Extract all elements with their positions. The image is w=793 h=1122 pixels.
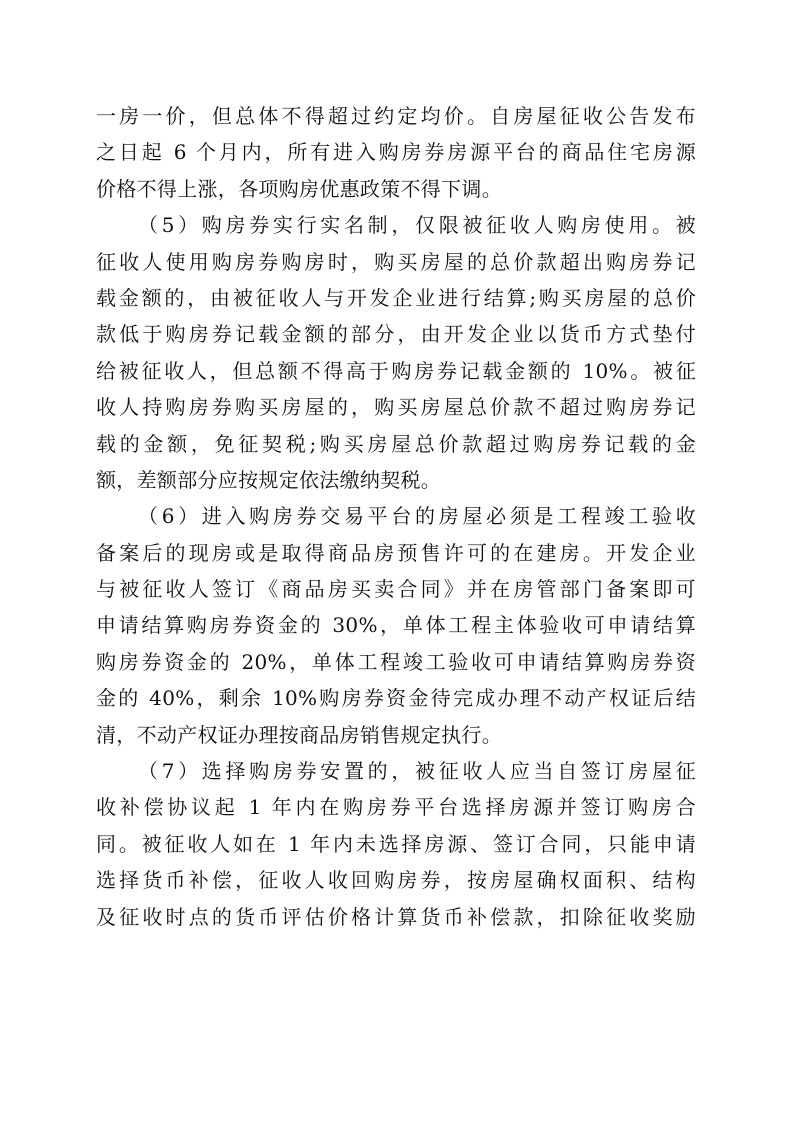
text-line: 及征收时点的货币评估价格计算货币补偿款，扣除征收奖励: [96, 904, 696, 929]
text-line: 额，差额部分应按规定依法缴纳契税。: [96, 467, 442, 492]
text-line: 款低于购房券记载金额的部分，由开发企业以货币方式垫付: [96, 322, 696, 347]
text-line: 同。被征收人如在 1 年内未选择房源、签订合同，只能申请: [96, 831, 696, 856]
text-line: 购房券资金的 20%，单体工程竣工验收可申请结算购房券资: [96, 649, 696, 674]
text-line: 与被征收人签订《商品房买卖合同》并在房管部门备案即可: [96, 577, 696, 602]
text-line: 备案后的现房或是取得商品房预售许可的在建房。开发企业: [96, 540, 696, 565]
text-line: 之日起 6 个月内，所有进入购房券房源平台的商品住宅房源: [96, 140, 696, 165]
text-line: 征收人使用购房券购房时，购买房屋的总价款超出购房券记: [96, 249, 696, 274]
text-line: 载的金额，免征契税;购买房屋总价款超过购房券记载的金: [96, 431, 696, 456]
text-line: 载金额的，由被征收人与开发企业进行结算;购买房屋的总价: [96, 285, 696, 310]
text-line: 收人持购房券购买房屋的，购买房屋总价款不超过购房券记: [96, 395, 696, 420]
paragraph-7-start: （7）选择购房券安置的，被征收人应当自签订房屋征: [138, 759, 696, 784]
text-line: 选择货币补偿，征收人收回购房券，按房屋确权面积、结构: [96, 868, 696, 893]
text-line: 收补偿协议起 1 年内在购房券平台选择房源并签订购房合: [96, 795, 696, 820]
text-line: 清，不动产权证办理按商品房销售规定执行。: [96, 722, 502, 747]
text-line: 价格不得上涨，各项购房优惠政策不得下调。: [96, 176, 502, 201]
paragraph-6-start: （6）进入购房券交易平台的房屋必须是工程竣工验收: [138, 504, 696, 529]
text-line: 给被征收人，但总额不得高于购房券记载金额的 10%。被征: [96, 358, 696, 383]
text-line: 一房一价，但总体不得超过约定均价。自房屋征收公告发布: [96, 104, 696, 128]
document-body: [96, 98, 696, 935]
text-line: 金的 40%，剩余 10%购房券资金待完成办理不动产权证后结: [96, 686, 696, 711]
text-line: 申请结算购房券资金的 30%，单体工程主体验收可申请结算: [96, 613, 696, 638]
paragraph-5-start: （5）购房券实行实名制，仅限被征收人购房使用。被: [138, 213, 696, 238]
